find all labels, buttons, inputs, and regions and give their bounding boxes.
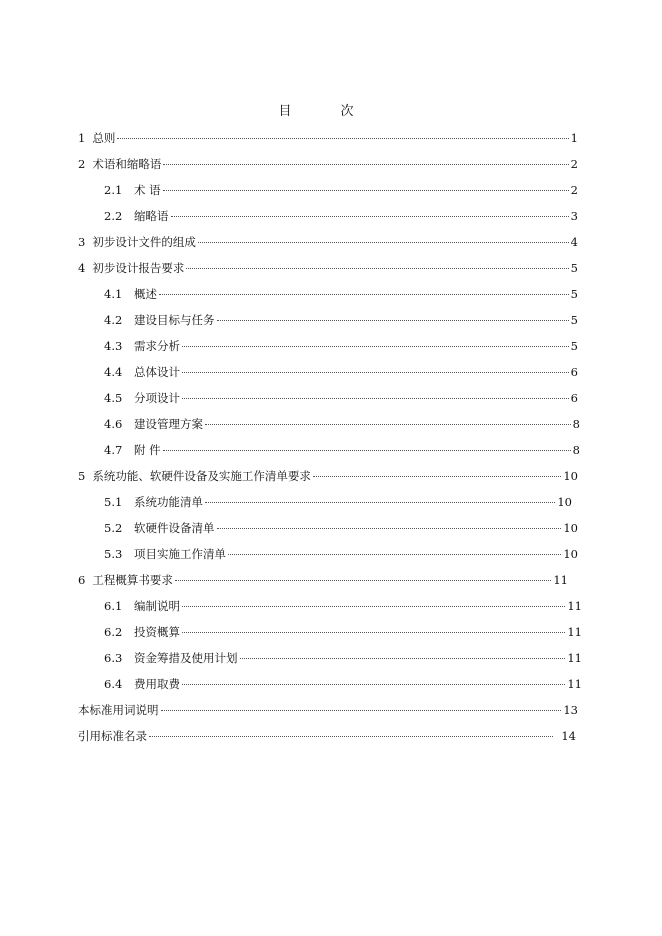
toc-leader-dots [205,424,571,425]
toc-entry-label: 资金筹措及使用计划 [134,651,238,665]
toc-entry-number: 4.5 [104,391,123,405]
toc-entry-page: 10 [563,547,578,561]
toc-leader-dots [186,268,568,269]
toc-entry-page: 1 [570,131,578,145]
toc-entry-label: 术 语 [134,183,161,197]
toc-entry-label: 投资概算 [134,625,180,639]
toc-entry-label: 本标准用词说明 [78,703,159,717]
toc-entry-label: 分项设计 [134,391,180,405]
toc-entry[interactable] [78,125,588,151]
toc-entry-number: 4 [78,261,86,275]
toc-entry-number: 6.2 [104,625,123,639]
toc-entry-label: 缩略语 [134,209,169,223]
toc-entry[interactable] [78,489,588,515]
toc-entry-page: 10 [563,469,578,483]
toc-entry-page: 2 [570,183,578,197]
toc-entry-page: 11 [567,677,582,691]
toc-entry-page: 8 [572,417,580,431]
toc-title: 目 次 [278,104,372,119]
toc-leader-dots [171,216,569,217]
toc-entry-page: 6 [570,391,578,405]
toc-entry-number: 3 [78,235,86,249]
toc-entry-number: 2.2 [104,209,123,223]
toc-entry[interactable] [78,281,588,307]
toc-leader-dots [182,606,565,607]
toc-entry[interactable] [78,359,588,385]
toc-entry[interactable] [78,437,588,463]
toc-entry-label: 编制说明 [134,599,180,613]
toc-entry-page: 10 [557,495,572,509]
toc-entry-page: 4 [570,235,578,249]
toc-entry-page: 11 [553,573,568,587]
toc-entry-number: 6.1 [104,599,123,613]
toc-entry-label: 软硬件设备清单 [134,521,215,535]
toc-leader-dots [217,528,562,529]
toc-entry-number: 6.4 [104,677,123,691]
toc-entry-label: 建设管理方案 [134,417,203,431]
toc-entry-page: 11 [567,651,582,665]
toc-leader-dots [117,138,568,139]
toc-entry-label: 术语和缩略语 [92,157,162,171]
toc-entry[interactable] [78,255,588,281]
toc-entry-number: 4.6 [104,417,123,431]
toc-leader-dots [240,658,566,659]
toc-entry-number: 6 [78,573,86,587]
toc-leader-dots [182,684,565,685]
toc-entry-label: 工程概算书要求 [92,573,173,587]
toc-entry-label: 建设目标与任务 [134,313,215,327]
toc-entry[interactable] [78,203,588,229]
toc-entry[interactable] [78,723,588,749]
toc-entry-label: 总体设计 [134,365,180,379]
toc-entry-page: 5 [570,313,578,327]
toc-entry-number: 5.2 [104,521,123,535]
toc-entry[interactable] [78,671,588,697]
toc-entry-number: 6.3 [104,651,123,665]
toc-leader-dots [205,502,555,503]
toc-entry-label: 总则 [92,131,116,145]
toc-entry-page: 5 [570,287,578,301]
toc-entry-label: 系统功能清单 [134,495,203,509]
toc-entry[interactable] [78,307,588,333]
toc-leader-dots [149,736,553,737]
toc-entry-label: 引用标准名录 [78,729,147,743]
toc-leader-dots [159,294,569,295]
toc-entry[interactable] [78,333,588,359]
toc-entry-page: 6 [570,365,578,379]
toc-leader-dots [163,190,569,191]
toc-leader-dots [313,476,562,477]
toc-entry-label: 系统功能、软硬件设备及实施工作清单要求 [92,469,311,483]
toc-entry-number: 1 [78,131,86,145]
toc-entry-page: 2 [570,157,578,171]
toc-entry-number: 2 [78,157,86,171]
toc-entry-page: 14 [561,729,576,743]
toc-entry[interactable] [78,541,588,567]
toc-entry-page: 3 [570,209,578,223]
toc-entry-label: 概述 [134,287,157,301]
toc-leader-dots [182,346,569,347]
toc-entry[interactable] [78,463,588,489]
toc-entry-page: 5 [570,261,578,275]
toc-entry[interactable] [78,229,588,255]
toc-entry[interactable] [78,385,588,411]
toc-entry-number: 4.4 [104,365,123,379]
toc-entry[interactable] [78,593,588,619]
toc-entry-page: 8 [572,443,580,457]
toc-leader-dots [175,580,552,581]
toc-leader-dots [228,554,561,555]
toc-entry-label: 附 件 [134,443,161,457]
toc-entry[interactable] [78,151,588,177]
toc-entry[interactable] [78,411,588,437]
toc-entry-label: 项目实施工作清单 [134,547,226,561]
toc-entry[interactable] [78,645,588,671]
toc-entry-page: 13 [563,703,578,717]
toc-leader-dots [182,372,569,373]
toc-entry-page: 10 [563,521,578,535]
toc-leader-dots [163,450,571,451]
toc-entry-label: 需求分析 [134,339,180,353]
toc-entry[interactable] [78,515,588,541]
toc-leader-dots [163,164,568,165]
toc-entry-number: 5.3 [104,547,123,561]
toc-entry-number: 4.3 [104,339,123,353]
toc-entry-page: 5 [570,339,578,353]
toc-leader-dots [198,242,569,243]
toc-leader-dots [182,398,569,399]
toc-leader-dots [161,710,562,711]
toc-entry-label: 初步设计文件的组成 [92,235,196,249]
toc-entry-number: 5.1 [104,495,123,509]
toc-entry-number: 2.1 [104,183,123,197]
toc-entry-number: 4.2 [104,313,123,327]
toc-leader-dots [182,632,565,633]
toc-entry-label: 费用取费 [134,677,180,691]
toc-entry-label: 初步设计报告要求 [92,261,185,275]
toc-entry[interactable] [78,567,588,593]
toc-entry-number: 4.1 [104,287,123,301]
toc-entry-number: 4.7 [104,443,123,457]
toc-entry[interactable] [78,177,588,203]
toc-entry-page: 11 [567,625,582,639]
toc-entry[interactable] [78,697,588,723]
toc-entry[interactable] [78,619,588,645]
toc-entry-page: 11 [567,599,582,613]
toc-list [78,125,588,749]
toc-entry-number: 5 [78,469,86,483]
toc-leader-dots [217,320,569,321]
